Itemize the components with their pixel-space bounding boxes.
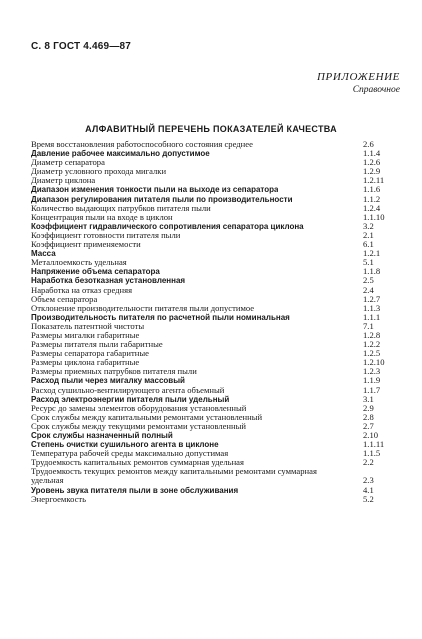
list-item <box>31 486 400 495</box>
list-item <box>31 440 400 449</box>
item-name: Диапазон изменения тонкости пыли на выходе из сепаратора <box>31 185 279 195</box>
item-name: Время восстановления работоспособного состояния среднее <box>31 140 253 149</box>
item-number: 7.1 <box>363 320 374 331</box>
list-item <box>31 295 400 304</box>
item-name: Срок службы между текущими ремонтами установленный <box>31 421 246 431</box>
list-item <box>31 195 400 204</box>
item-number: 1.1.7 <box>363 384 381 395</box>
item-name: Концентрация пыли на входе в циклон <box>31 212 173 222</box>
appendix-label: ПРИЛОЖЕНИЕ <box>317 71 400 83</box>
item-name: Коэффициент готовности питателя пыли <box>31 230 181 240</box>
item-number: 4.1 <box>363 484 374 495</box>
item-number: 2.4 <box>363 284 374 295</box>
list-item <box>31 213 400 222</box>
list-item <box>31 358 400 367</box>
item-number: 1.1.1 <box>363 311 381 322</box>
list-item <box>31 204 400 213</box>
list-item <box>31 286 400 295</box>
list-item <box>31 413 400 422</box>
item-name: Ресурс до замены элементов оборудования установленный <box>31 403 247 413</box>
item-number: 2.5 <box>363 275 374 286</box>
list-item <box>31 231 400 240</box>
list-item <box>31 222 400 231</box>
item-number: 2.1 <box>363 229 374 240</box>
list-item <box>31 458 400 467</box>
item-name: Диаметр условного прохода мигалки <box>31 167 167 177</box>
item-number: 1.1.2 <box>363 193 381 204</box>
item-number: 5.1 <box>363 257 374 268</box>
item-number: 3.2 <box>363 220 374 231</box>
item-number: 6.1 <box>363 239 374 250</box>
list-item <box>31 386 400 395</box>
page-header: С. 8 ГОСТ 4.469—87 <box>31 41 132 52</box>
item-number: 2.3 <box>363 475 374 486</box>
list-item <box>31 404 400 413</box>
item-name: Показатель патентной чистоты <box>31 321 145 331</box>
item-number: 1.1.6 <box>363 184 381 195</box>
list-item <box>31 431 400 440</box>
item-name: Степень очистки сушильного агента в циклоне <box>31 440 219 450</box>
item-name: Диаметр циклона <box>31 176 96 186</box>
item-number: 1.2.6 <box>363 157 381 168</box>
item-name: Наработка на отказ средняя <box>31 285 133 295</box>
item-name: Диапазон регулирования питателя пыли по производительности <box>31 194 293 204</box>
list-item <box>31 167 400 176</box>
item-name: Энергоемкость <box>31 494 87 504</box>
item-number: 1.2.4 <box>363 202 381 213</box>
item-number: 1.1.3 <box>363 302 381 313</box>
list-item <box>31 240 400 249</box>
item-number: 1.1.4 <box>363 148 381 159</box>
item-name: Размеры циклона габаритные <box>31 358 140 368</box>
item-name: Наработка безотказная установленная <box>31 276 186 286</box>
appendix-sub: Справочное <box>352 85 400 95</box>
list-item <box>31 367 400 376</box>
item-number: 1.1.11 <box>363 439 385 450</box>
list-item <box>31 331 400 340</box>
item-name: Уровень звука питателя пыли в зоне обслуживания <box>31 485 239 495</box>
item-number: 1.2.10 <box>363 357 385 368</box>
item-number: 5.2 <box>363 493 374 504</box>
item-number: 1.2.7 <box>363 293 381 304</box>
list-item <box>31 313 400 322</box>
list-item <box>31 258 400 267</box>
list-item <box>31 376 400 385</box>
item-name: Масса <box>31 249 56 259</box>
item-name: Размеры сепаратора габаритные <box>31 349 149 359</box>
item-name: Напряжение объема сепаратора <box>31 267 160 277</box>
list-item <box>31 340 400 349</box>
item-name: Давление рабочее максимально допустимое <box>31 149 210 159</box>
item-name: Объем сепаратора <box>31 294 98 304</box>
item-number: 3.1 <box>363 393 374 404</box>
list-item <box>31 140 400 149</box>
item-name: Срок службы назначенный полный <box>31 431 173 440</box>
item-number: 1.2.8 <box>363 329 381 340</box>
list-item <box>31 249 400 258</box>
item-number: 1.2.1 <box>363 248 381 259</box>
list-item <box>31 185 400 194</box>
list-item <box>31 267 400 276</box>
item-name: Расход пыли через мигалку массовый <box>31 376 185 386</box>
list-item <box>31 349 400 358</box>
item-number: 1.2.9 <box>363 166 381 177</box>
list-item <box>31 449 400 458</box>
list-item <box>31 395 400 404</box>
list-item <box>31 322 400 331</box>
item-name: Размеры мигалки габаритные <box>31 330 140 340</box>
item-name: Трудоемкость капитальных ремонтов суммарная удельная <box>31 458 244 468</box>
item-number: 2.2 <box>363 457 374 468</box>
item-name: Диаметр сепаратора <box>31 158 105 168</box>
list-item <box>31 422 400 431</box>
item-number: 2.10 <box>363 430 379 440</box>
list-item <box>31 149 400 158</box>
item-number: 1.1.5 <box>363 448 381 459</box>
item-number: 2.8 <box>363 411 374 422</box>
item-number: 2.6 <box>363 139 374 149</box>
list-item <box>31 304 400 313</box>
item-name: Расход сушильно-вентилирующего агента объемный <box>31 385 225 395</box>
item-number: 1.1.8 <box>363 266 381 277</box>
item-name: Металлоемкость удельная <box>31 258 127 268</box>
item-name: Размеры приемных патрубков питателя пыли <box>31 367 197 377</box>
item-name: Срок службы между капитальными ремонтами установленный <box>31 412 263 422</box>
list-item <box>31 158 400 167</box>
item-name: Температура рабочей среды максимально допустимая <box>31 449 229 459</box>
item-number: 1.2.5 <box>363 348 381 359</box>
quality-index-list <box>31 140 400 504</box>
item-name: Количество выдающих патрубков питателя пыли <box>31 203 211 213</box>
item-number: 2.7 <box>363 420 374 431</box>
item-number: 1.2.2 <box>363 339 381 350</box>
item-name: Размеры питателя пыли габаритные <box>31 340 163 350</box>
item-name: Расход электроэнергии питателя пыли удельный <box>31 394 230 404</box>
item-name: Коэффициент применяемости <box>31 240 141 250</box>
appendix-block <box>317 71 400 95</box>
item-number: 1.2.3 <box>363 366 381 377</box>
item-name: Трудоемкость текущих ремонтов между капитальными ремонтами суммарная удельная <box>31 467 317 486</box>
item-number: 1.2.11 <box>363 175 385 186</box>
item-name: Отклонение производительности питателя пыли допустимое <box>31 303 255 313</box>
item-name: Коэффициент гидравлического сопротивления сепаратора циклона <box>31 221 304 231</box>
list-item <box>31 495 400 504</box>
list-title: АЛФАВИТНЫЙ ПЕРЕЧЕНЬ ПОКАЗАТЕЛЕЙ КАЧЕСТВА <box>85 124 337 134</box>
list-item <box>31 176 400 185</box>
list-item <box>31 467 400 485</box>
item-number: 1.1.10 <box>363 211 385 222</box>
item-number: 2.9 <box>363 402 374 413</box>
item-name: Производительность питателя по расчетной пыли номинальная <box>31 312 290 322</box>
list-item <box>31 276 400 285</box>
item-number: 1.1.9 <box>363 375 381 386</box>
